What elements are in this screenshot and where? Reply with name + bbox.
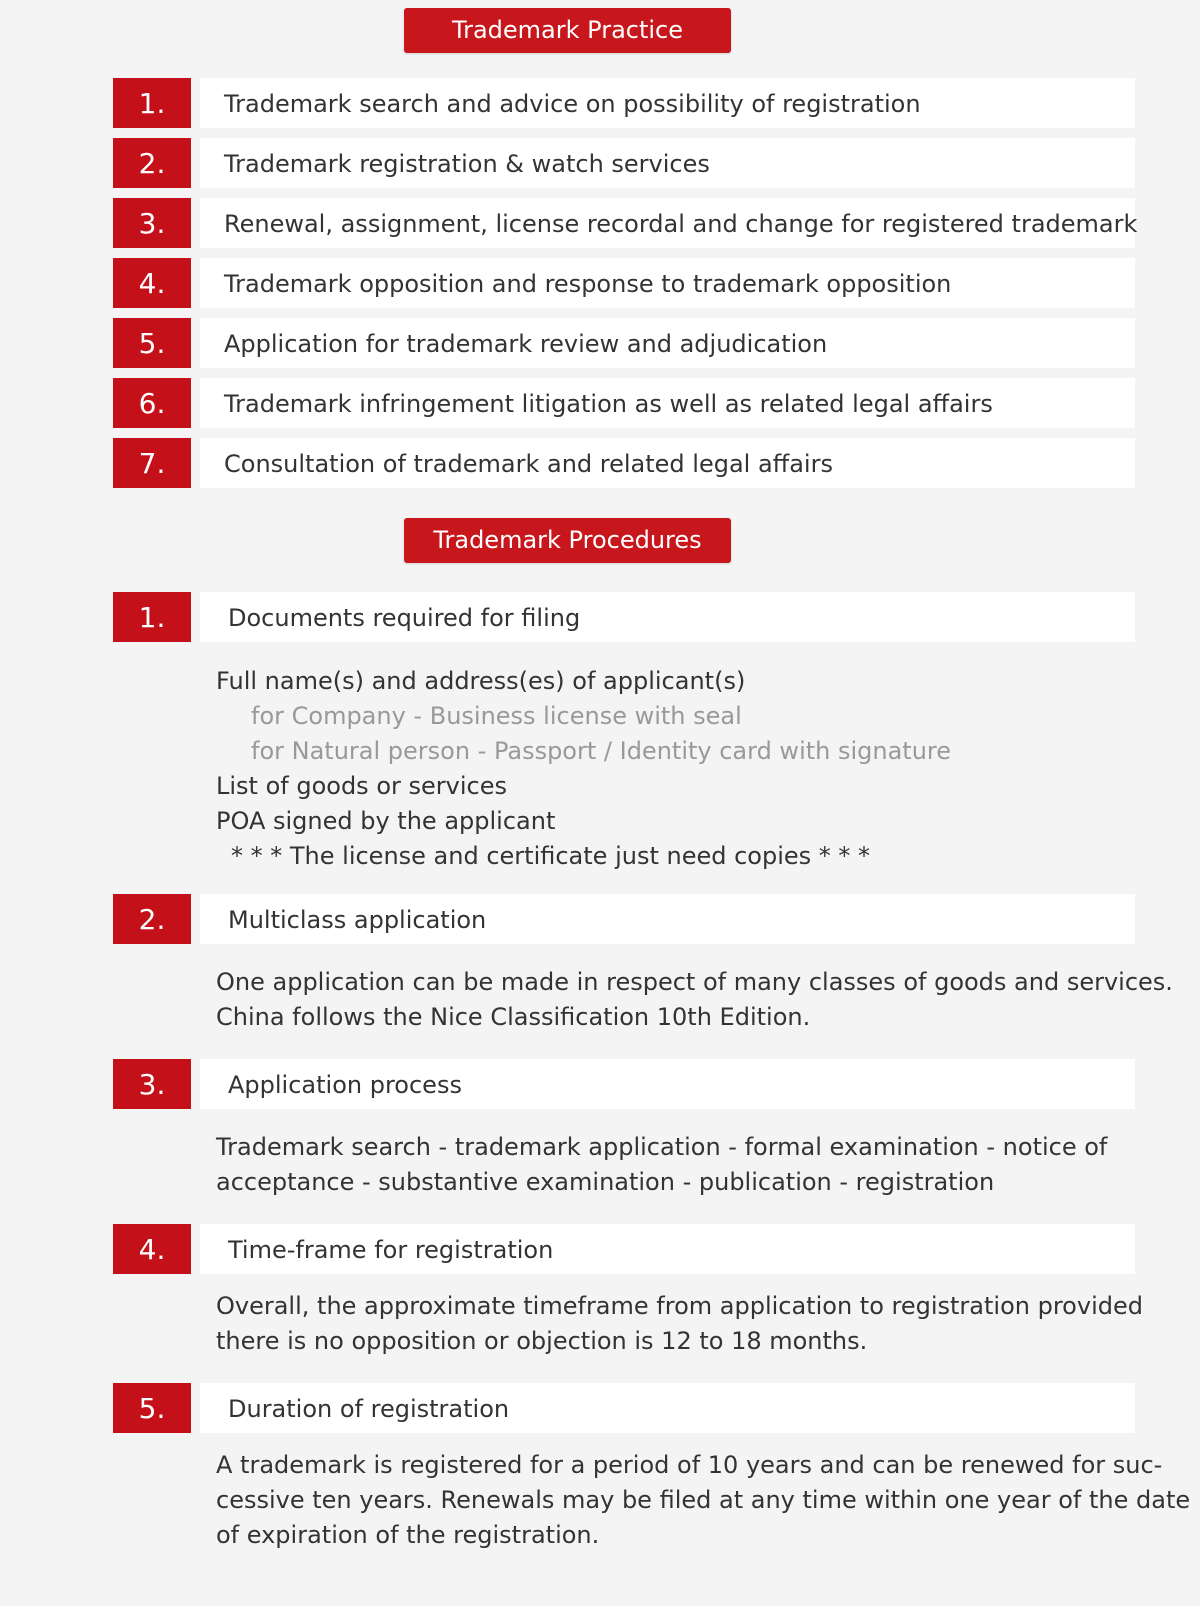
description-line: List of goods or services	[216, 772, 507, 800]
procedure-4-description	[216, 1289, 1143, 1359]
item-number: 3.	[113, 1059, 191, 1109]
description-line: Overall, the approximate timeframe from application to registration provided	[216, 1292, 1143, 1320]
item-label: Time-frame for registration	[200, 1224, 1135, 1274]
procedure-2-description	[216, 965, 1173, 1035]
description-line: One application can be made in respect of many classes of goods and services.	[216, 968, 1173, 996]
procedure-5-header	[113, 1383, 1135, 1433]
item-number: 4.	[113, 258, 191, 308]
item-label: Consultation of trademark and related legal affairs	[200, 438, 1135, 488]
description-line: China follows the Nice Classification 10th Edition.	[216, 1003, 811, 1031]
practice-item-7	[113, 438, 1135, 488]
item-label: Renewal, assignment, license recordal and change for registered trademark	[200, 198, 1135, 248]
description-line: Trademark search - trademark application - formal examination - notice of	[216, 1133, 1108, 1161]
item-label: Trademark search and advice on possibility of registration	[200, 78, 1135, 128]
practice-item-5	[113, 318, 1135, 368]
item-number: 3.	[113, 198, 191, 248]
item-label: Application for trademark review and adjudication	[200, 318, 1135, 368]
description-note: * * * The license and certificate just need copies * * *	[231, 842, 871, 870]
procedure-4-header	[113, 1224, 1135, 1274]
item-number: 1.	[113, 78, 191, 128]
item-number: 2.	[113, 138, 191, 188]
practice-item-4	[113, 258, 1135, 308]
description-line: POA signed by the applicant	[216, 807, 556, 835]
practice-item-6	[113, 378, 1135, 428]
item-number: 5.	[113, 318, 191, 368]
description-line: of expiration of the registration.	[216, 1521, 600, 1549]
procedure-3-description	[216, 1130, 1136, 1200]
practice-title: Trademark Practice	[404, 8, 731, 53]
description-line: there is no opposition or objection is 12 to 18 months.	[216, 1327, 868, 1355]
procedure-3-header	[113, 1059, 1135, 1109]
procedure-5-description	[216, 1448, 1191, 1553]
procedures-title: Trademark Procedures	[404, 518, 731, 563]
item-label: Documents required for filing	[200, 592, 1135, 642]
description-line: A trademark is registered for a period of 10 years and can be renewed for suc-	[216, 1451, 1163, 1479]
item-label: Application process	[200, 1059, 1135, 1109]
procedure-2-header	[113, 894, 1135, 944]
item-number: 2.	[113, 894, 191, 944]
item-number: 5.	[113, 1383, 191, 1433]
item-number: 4.	[113, 1224, 191, 1274]
item-number: 6.	[113, 378, 191, 428]
item-label: Multiclass application	[200, 894, 1135, 944]
item-number: 1.	[113, 592, 191, 642]
item-label: Trademark opposition and response to trademark opposition	[200, 258, 1135, 308]
description-line: cessive ten years. Renewals may be filed at any time within one year of the date	[216, 1486, 1191, 1514]
practice-item-3	[113, 198, 1138, 248]
description-line: Full name(s) and address(es) of applicant(s)	[216, 667, 746, 695]
description-subline: for Company - Business license with seal	[251, 702, 742, 730]
item-label: Trademark infringement litigation as well as related legal affairs	[200, 378, 1135, 428]
item-number: 7.	[113, 438, 191, 488]
practice-item-1	[113, 78, 1135, 128]
item-label: Duration of registration	[200, 1383, 1135, 1433]
procedure-1-header	[113, 592, 1135, 642]
item-label: Trademark registration & watch services	[200, 138, 1135, 188]
procedure-1-description	[216, 664, 1136, 874]
description-subline: for Natural person - Passport / Identity card with signature	[251, 737, 952, 765]
description-line: acceptance - substantive examination - publication - registration	[216, 1168, 995, 1196]
practice-item-2	[113, 138, 1135, 188]
